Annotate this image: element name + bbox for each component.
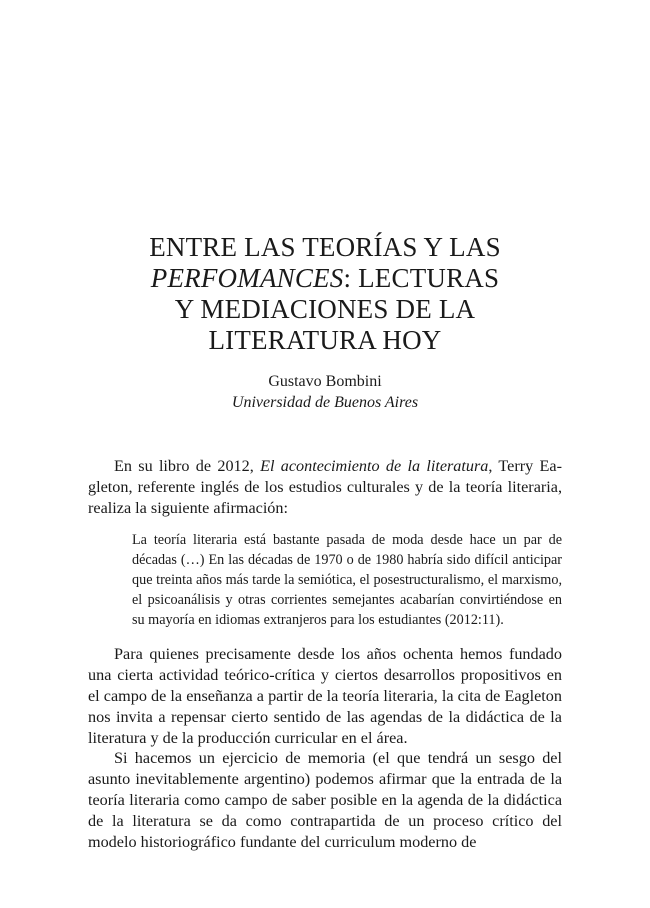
book-title: El acontecimiento de la literatura (260, 457, 489, 475)
author-block (0, 371, 650, 413)
title-line-4: LITERATURA HOY (208, 325, 442, 355)
title-line-2-rest: : LECTURAS (343, 263, 500, 293)
paragraph-3: Si hacemos un ejercicio de memoria (el que tendrá un sesgo del asunto inevitablemente argentino) podemos afirmar que la entrada de la teoría literaria como campo de saber posible en la agenda de la didáctica de la literatura se da como contrapartida de un proceso crítico del modelo historiográfico fundante del curriculum moderno de (88, 749, 562, 851)
article-body (88, 456, 562, 852)
article-title (0, 232, 650, 356)
block-quote: La teoría literaria está bastante pasada de moda desde hace un par de décadas (…) En las décadas de 1970 o de 1980 habría sido difícil anticipar que treinta años más tarde la semiótica, el posestructuralismo, el marxismo, el psicoanálisis y otras corrientes semejantes acabarían convirtiéndose en su mayoría en idiomas extranjeros para los estudiantes (2012:11). (132, 532, 562, 629)
paragraph-2: Para quienes precisamente desde los años ochenta hemos fundado una cierta actividad teórico-crítica y ciertos desarrollos propositivos en el campo de la enseñanza a partir de la teoría literaria, la cita de Eagleton nos invita a repensar cierto sentido de las agendas de la didáctica de la literatura y de la producción curricular en el área. (88, 645, 562, 747)
paragraph-1 (88, 456, 562, 518)
title-line-2 (0, 263, 650, 294)
title-line-3: Y MEDIACIONES DE LA (174, 294, 476, 324)
title-italic-word: PERFOMANCES (150, 263, 344, 293)
paragraph-1-end: , Terry Eagleton, referente inglés de los estudios culturales y de la teoría literaria, realiza la siguiente afirmación: (88, 457, 562, 517)
title-line-1: ENTRE LAS TEORÍAS Y LAS (149, 232, 501, 262)
author-name: Gustavo Bombini (268, 373, 382, 390)
paragraph-1-start: En su libro de 2012, (114, 457, 261, 475)
author-affiliation: Universidad de Buenos Aires (231, 394, 419, 411)
